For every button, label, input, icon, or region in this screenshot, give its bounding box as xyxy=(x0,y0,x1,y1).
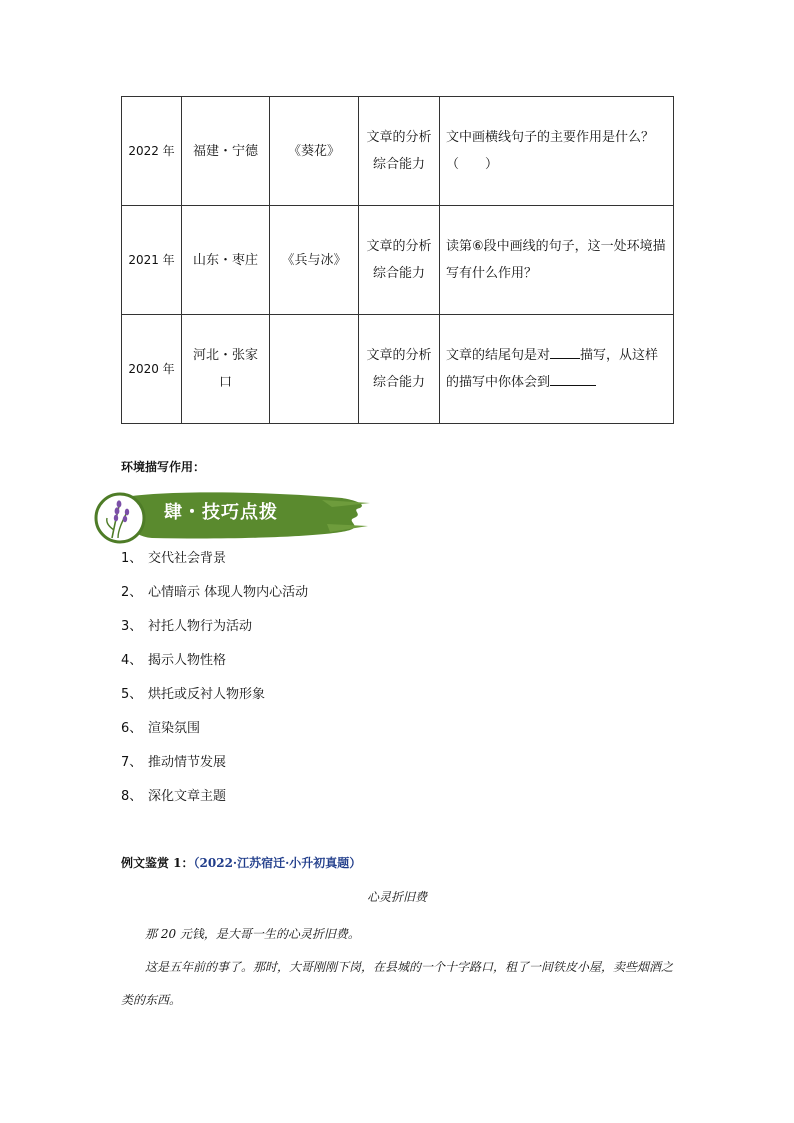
title-cell: 《兵与冰》 xyxy=(270,206,359,315)
essay-body xyxy=(121,918,674,1017)
section-banner xyxy=(92,488,372,548)
essay-paragraph: 这是五年前的事了。那时，大哥刚刚下岗，在县城的一个十字路口，租了一间铁皮小屋，卖些烟酒之类的东西。 xyxy=(121,960,674,1007)
list-item: 8、 深化文章主题 xyxy=(121,789,227,804)
answer-blank xyxy=(550,344,580,359)
title-cell xyxy=(270,315,359,424)
question-text-part1: 文章的结尾句是对 xyxy=(446,348,551,363)
example-heading xyxy=(121,854,361,871)
list-item: 6、 渲染氛围 xyxy=(121,721,201,736)
title-cell: 《葵花》 xyxy=(270,97,359,206)
answer-blank xyxy=(550,371,596,386)
list-item: 2、 心情暗示 体现人物内心活动 xyxy=(121,585,309,600)
skill-cell: 文章的分析综合能力 xyxy=(359,206,440,315)
list-item: 3、 衬托人物行为活动 xyxy=(121,619,253,634)
place-cell: 河北・张家口 xyxy=(182,315,270,424)
list-item: 1、 交代社会背景 xyxy=(121,551,227,566)
place-cell: 福建・宁德 xyxy=(182,97,270,206)
question-cell: 文中画横线句子的主要作用是什么？（ ） xyxy=(440,97,674,206)
skill-cell: 文章的分析综合能力 xyxy=(359,97,440,206)
section-label: 环境描写作用： xyxy=(121,460,206,474)
year-cell: 2022 年 xyxy=(122,97,182,206)
table-row xyxy=(122,206,674,315)
exam-question-table xyxy=(121,96,674,424)
table-row xyxy=(122,97,674,206)
banner-title: 肆・技巧点拨 xyxy=(164,502,278,523)
year-cell: 2020 年 xyxy=(122,315,182,424)
list-item: 7、 推动情节发展 xyxy=(121,755,227,770)
technique-list xyxy=(121,547,308,819)
list-item: 4、 揭示人物性格 xyxy=(121,653,227,668)
essay-paragraph: 那 20 元钱，是大哥一生的心灵折旧费。 xyxy=(145,927,360,941)
year-cell: 2021 年 xyxy=(122,206,182,315)
essay-title: 心灵折旧费 xyxy=(366,890,427,904)
question-cell xyxy=(440,315,674,424)
example-source: （2022·江苏宿迁·小升初真题） xyxy=(193,856,362,870)
example-label: 例文鉴赏 1： xyxy=(121,856,194,870)
place-cell: 山东・枣庄 xyxy=(182,206,270,315)
question-text-part2: 描写，从这样的描写中你体会到 xyxy=(446,348,659,390)
list-item: 5、 烘托或反衬人物形象 xyxy=(121,687,266,702)
table-row xyxy=(122,315,674,424)
skill-cell: 文章的分析综合能力 xyxy=(359,315,440,424)
question-cell: 读第⑥段中画线的句子，这一处环境描写有什么作用？ xyxy=(440,206,674,315)
